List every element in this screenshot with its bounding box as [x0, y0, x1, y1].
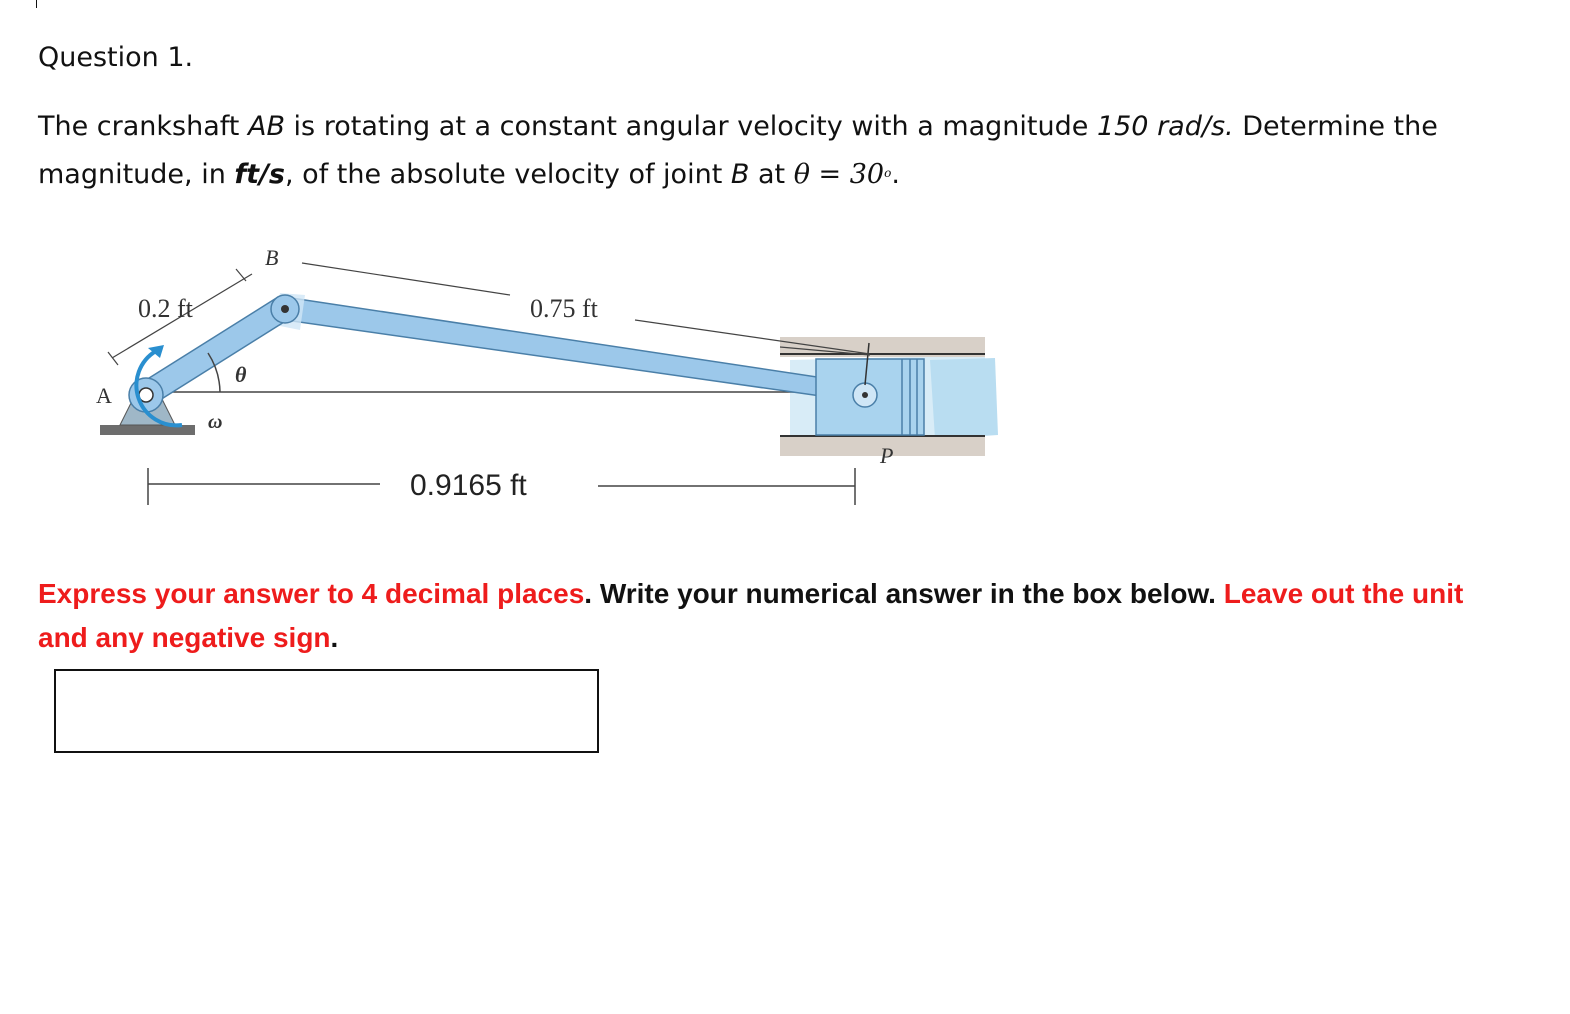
- answer-box[interactable]: [54, 669, 599, 753]
- instruction-decimal-places: Express your answer to 4 decimal places: [38, 578, 585, 609]
- label-p: P: [880, 443, 894, 468]
- degree-mark: o: [884, 166, 892, 180]
- instruction-no-unit: Leave out the unit and any negative sign: [38, 578, 1464, 653]
- dim-rod-label: 0.75 ft: [530, 294, 598, 323]
- question-body: The crankshaft AB is rotating at a constant angular velocity with a magnitude 150 rad/s. Determine the magnitude, in ft/s, of the absolute velocity of joint B at $\theta = 30^o$.: [38, 111, 1438, 190]
- dim-crank-label: 0.2 ft: [138, 294, 193, 323]
- var-b: B: [730, 159, 750, 190]
- answer-instructions: Express your answer to 4 decimal places. Write your numerical answer in the box below. Leave out the unit and any negative sign.: [38, 578, 1464, 653]
- text-cursor: [36, 0, 37, 8]
- label-omega: ω: [208, 411, 223, 433]
- answer-input[interactable]: [56, 671, 597, 751]
- unit-label: ft/s: [234, 159, 286, 190]
- label-b: B: [265, 245, 279, 270]
- crankshaft-diagram: [90, 225, 1010, 525]
- omega-value: 150 rad/s.: [1096, 111, 1234, 142]
- theta-expression: θ = 30: [793, 159, 885, 190]
- question-title: Question 1.: [38, 42, 194, 73]
- var-ab: AB: [247, 111, 285, 142]
- dim-horizontal-label: 0.9165 ft: [410, 469, 527, 502]
- label-theta: θ: [235, 362, 247, 387]
- label-a: A: [96, 383, 112, 408]
